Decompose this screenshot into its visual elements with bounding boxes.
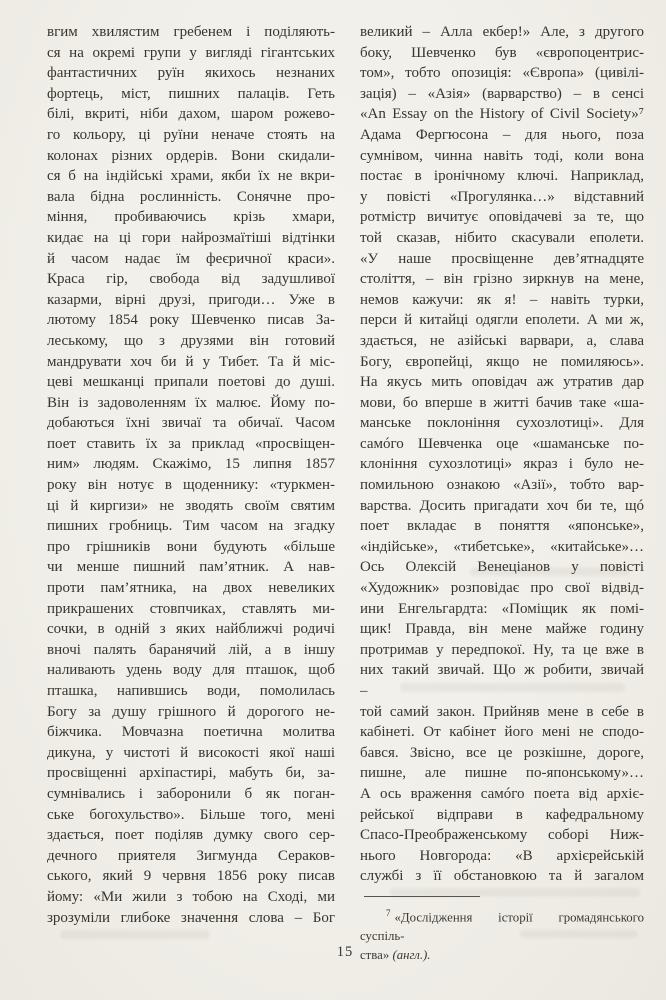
text-line: білі, вкриті, ніби дахом, шаром рожево- (47, 106, 335, 123)
text-line: зрозуміли глибоке значення слова – Бог (47, 909, 335, 926)
text-line: лютому 1854 року Шевченко писав За- (47, 312, 335, 329)
text-line: пишних гробниць. Тим часом на згадку (47, 518, 335, 535)
text-line: фортець, міст, пишних палаців. Геть (47, 85, 335, 102)
text-line: здається, поет поділяв думку свого сер- (47, 827, 335, 844)
text-line: поет вкладає в поняття «японське», (360, 518, 644, 535)
text-line: Ось Олексій Венеціанов у повісті (360, 559, 644, 576)
text-line: вночі палять баранячий лій, а в іншу (47, 641, 335, 658)
text-line: го кольору, ці руїни неначе стоять на (47, 126, 335, 143)
text-line: клоніння сухозлотиці» якраз і було не- (360, 456, 644, 473)
text-line: постає в іронічному ключі. Наприклад, (360, 168, 644, 185)
text-line: поет ставить їх за приклад «просвіщен- (47, 435, 335, 452)
text-line: ського, який 9 червня 1856 року писав (47, 868, 335, 885)
text-line: боку, Шевченко був «європоцентрис- (360, 44, 644, 61)
text-line: На якусь мить оповідач аж утратив дар (360, 374, 644, 391)
text-line: пишне, але пишне по-японському»… (360, 765, 644, 782)
right-column-lines (360, 22, 644, 887)
text-line: вгим хвилястим гребенем і поділяють- (47, 24, 335, 40)
text-line: немов кажучи: як я! – навіть турки, (360, 291, 644, 308)
text-line: леському, що з друзями він готовий (47, 332, 335, 349)
text-line: ці й киргизи» не зводять своїм святим (47, 497, 335, 514)
left-text-column (47, 22, 335, 928)
text-line: дечного приятеля Зигмунда Сераков- (47, 847, 335, 864)
text-line: Богу за душу грішного й дорогого не- (47, 703, 335, 720)
text-line: «індійське», «тибетське», «китайське»… (360, 538, 644, 555)
text-line: проти пам’ятника, на двох невеликих (47, 580, 335, 597)
text-line: Краса гір, свобода від задушливої (47, 271, 335, 288)
text-line: ся б на індійські храми, якби їх не вкри- (47, 168, 335, 185)
text-line: сумнівались і заборонили б як поган- (47, 785, 335, 802)
text-line: про грішників вони будують «більше (47, 538, 335, 555)
text-line: пташка, напившись води, помолилась (47, 683, 335, 699)
text-line: року він нотує в щоденнику: «туркмен- (47, 477, 335, 494)
text-line: помильною ознакою «Азії», тобто вар- (360, 477, 644, 494)
text-line: том», тобто опозиція: «Європа» (цивілі- (360, 65, 644, 82)
text-line: йому: «Ми жили з тобою на Сході, ми (47, 888, 335, 905)
page-number: 15 (336, 944, 354, 960)
text-line: дикуна, у чистоті й високості якої наші (47, 744, 335, 761)
text-line: ним» людям. Скажімо, 15 липня 1857 (47, 456, 335, 473)
footnote-line-1 (360, 904, 644, 946)
text-line: Адама Фергюсона – для нього, поза (360, 126, 644, 143)
footnote-marker: 7 (386, 907, 391, 918)
text-line: перси й китайці одягли еполети. А ми ж, (360, 312, 644, 329)
text-line: бався. Звісно, все це розкішне, дороге, (360, 744, 644, 761)
text-line: й часом надає їм феєричної краси». (47, 250, 335, 267)
text-line: щик! Правда, він мене майже годину (360, 621, 644, 638)
text-line: Богу, європейці, якщо не помиляюсь». (360, 353, 644, 370)
text-line: прикрашених стовпчиках, ставлять ми- (47, 600, 335, 617)
text-line: сочки, в одній з яких найближчі родичі (47, 621, 335, 638)
text-line: просвіщенні архіпастирі, мабуть би, за- (47, 765, 335, 782)
text-line: великий – Алла екбер!» Але, з другого (360, 24, 644, 40)
text-line: той сказав, нібито скасували еполети. (360, 229, 644, 246)
text-line: зація) – «Азія» (варварство) – в сенсі (360, 85, 644, 102)
text-line: варства. Досить пригадати хоч би те, щó (360, 497, 644, 514)
text-line: А ось враження самóго поета від архіє- (360, 785, 644, 802)
text-line: колонах різних ордерів. Вони скидали- (47, 147, 335, 164)
text-line: Він із задоволенням їх малює. Йому по- (47, 394, 335, 411)
text-line: Спасо-Преображенському соборі Ниж- (360, 827, 644, 844)
text-line: – (360, 683, 368, 699)
text-line: ини Енгельгардта: «Поміщик як помі- (360, 600, 644, 617)
text-line: чи менше пишний пам’ятник. А нав- (47, 559, 335, 576)
text-line: мандрувати хоч би й у Тибет. Та й міс- (47, 353, 335, 370)
text-line: ське богохульство». Більше того, мені (47, 806, 335, 823)
text-line: сумнівом, чинна навіть тоді, коли вона (360, 147, 644, 164)
right-text-column (360, 22, 644, 965)
text-line: здається, не азійські варвари, а, слава (360, 332, 644, 349)
footnote-text: «Дослідження історії громадянського суспіль- (360, 910, 644, 944)
text-line: «Художник» розповідає про свої відвід- (360, 580, 644, 597)
text-line: службі з її обстановкою та й загалом (360, 868, 644, 885)
text-line: манське поклоніння сухозлотиці». Для (360, 415, 644, 432)
text-line: у повісті «Прогулянка…» відставний (360, 188, 644, 205)
text-line: ротмістр вичитує оповідачеві за те, що (360, 209, 644, 226)
text-line: міння, пробиваючись крізь хмари, (47, 209, 335, 226)
text-line: самóго Шевченка оце «шаманське по- (360, 435, 644, 452)
text-line: ся на окремі групи у вигляді гігантських (47, 44, 335, 61)
text-line: добаються їхні звичаї та обичаї. Часом (47, 415, 335, 432)
text-line: нього Новгорода: «В архієрейській (360, 847, 644, 864)
footnote-separator (364, 896, 480, 897)
text-line: рейської відправи в кафедральному (360, 806, 644, 823)
text-line: століття, – він грізно зиркнув на мене, (360, 271, 644, 288)
text-line: фантастичних руїн якихось незнаних (47, 65, 335, 82)
text-line: кидає на ці гори найрозмаїтіші відтінки (47, 229, 335, 246)
text-line: мови, бо вперше в житті бачив таке «ша- (360, 394, 644, 411)
text-line: цеві мешканці припали поетові до душі. (47, 374, 335, 391)
text-line: той самий закон. Прийняв мене в себе в (360, 703, 644, 720)
text-line: наливають удень воду для пташок, щоб (47, 662, 335, 679)
text-line: них такий звичай. Що ж робити, звичай (360, 662, 644, 679)
text-line: біжчика. Мовчазна поетична молитва (47, 724, 335, 741)
footnote-text-continuation: ства» (360, 948, 393, 963)
text-line: вала бідна рослинність. Сонячне про- (47, 188, 335, 205)
text-line: «У наше просвіщенне дев’ятнадцяте (360, 250, 644, 267)
text-line: казарми, вірні друзі, пригоди… Уже в (47, 291, 335, 308)
text-line: кабінеті. От кабінет його мені не сподо- (360, 724, 644, 741)
text-line: «An Essay on the History of Civil Society»⁷ (360, 106, 644, 123)
text-line: протримав у передпокої. Ну, та це вже в (360, 641, 644, 658)
show-through-artifact (60, 930, 210, 939)
footnote-language-note: (англ.). (392, 948, 431, 963)
